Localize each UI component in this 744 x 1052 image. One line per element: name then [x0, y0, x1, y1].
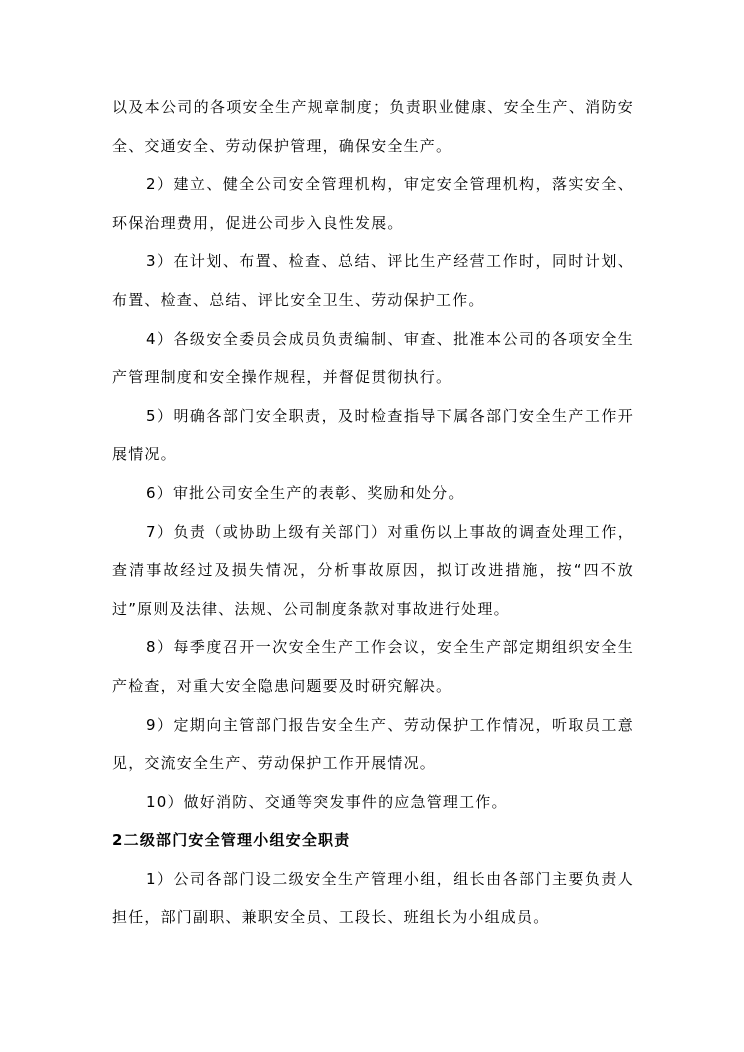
paragraph-item-7: 7）负责（或协助上级有关部门）对重伤以上事故的调查处理工作，查清事故经过及损失情况，分析事故原因，拟订改进措施，按“四不放过”原则及法律、法规、公司制度条款对事故进行处理。	[112, 522, 634, 618]
paragraph-item-8: 8）每季度召开一次安全生产工作会议，安全生产部定期组织安全生产检查，对重大安全隐患问题要及时研究解决。	[112, 638, 634, 695]
paragraph-item-4: 4）各级安全委员会成员负责编制、审查、批准本公司的各项安全生产管理制度和安全操作规程，并督促贯彻执行。	[112, 329, 634, 387]
paragraph-item-9: 9）定期向主管部门报告安全生产、劳动保护工作情况，听取员工意见，交流安全生产、劳动保护工作开展情况。	[112, 715, 634, 773]
paragraph-section2-item-1: 1）公司各部门设二级安全生产管理小组，组长由各部门主要负责人担任，部门副职、兼职安全员、工段长、班组长为小组成员。	[112, 869, 634, 927]
paragraph-continuation: 以及本公司的各项安全生产规章制度；负责职业健康、安全生产、消防安全、交通安全、劳动保护管理，确保安全生产。	[112, 98, 634, 155]
section-heading: 2二级部门安全管理小组安全职责	[112, 831, 351, 850]
paragraph-item-5: 5）明确各部门安全职责，及时检查指导下属各部门安全生产工作开展情况。	[112, 406, 634, 464]
paragraph-item-2: 2）建立、健全公司安全管理机构，审定安全管理机构，落实安全、环保治理费用，促进公司步入良性发展。	[112, 175, 634, 232]
paragraph-item-3: 3）在计划、布置、检查、总结、评比生产经营工作时，同时计划、布置、检查、总结、评比安全卫生、劳动保护工作。	[112, 252, 634, 309]
paragraph-item-6: 6）审批公司安全生产的表彰、奖励和处分。	[146, 483, 465, 502]
paragraph-item-10: 10）做好消防、交通等突发事件的应急管理工作。	[146, 792, 508, 811]
document-body	[112, 88, 634, 937]
